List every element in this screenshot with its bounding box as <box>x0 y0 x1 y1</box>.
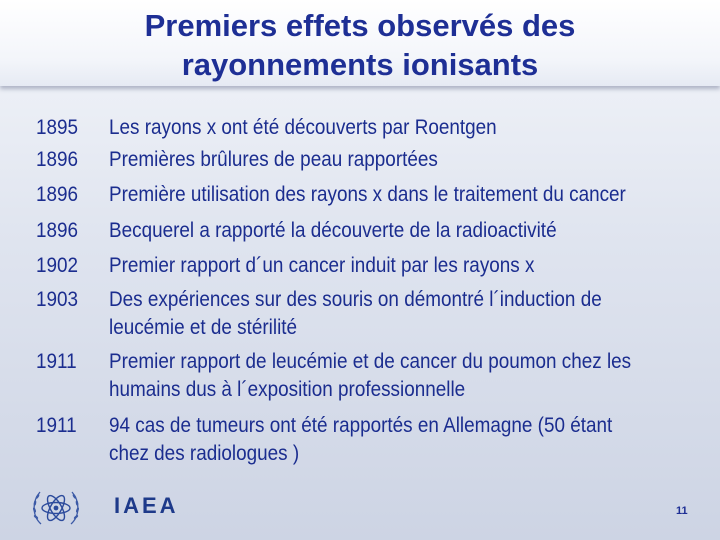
timeline-description-line: Première utilisation des rayons x dans le traitement du cancer <box>109 183 626 206</box>
iaea-logo <box>28 484 178 532</box>
timeline-description-line: Les rayons x ont été découverts par Roentgen <box>109 116 497 139</box>
timeline-description <box>109 286 667 342</box>
slide-title-line-2: rayonnements ionisants <box>181 47 539 82</box>
timeline-description <box>109 412 667 468</box>
timeline-year: 1896 <box>36 219 79 242</box>
timeline-year: 1896 <box>36 148 79 171</box>
timeline-description-line: Des expériences sur des souris on démontré l´induction de <box>109 288 602 311</box>
iaea-wordmark: IAEA <box>114 493 179 518</box>
timeline-description <box>109 217 667 245</box>
timeline-description-line: leucémie et de stérilité <box>109 316 298 339</box>
timeline-year: 1895 <box>36 116 79 139</box>
timeline-description <box>109 252 667 280</box>
page-number: 11 <box>676 505 688 517</box>
timeline-description-line: chez des radiologues ) <box>109 442 300 465</box>
timeline-description <box>109 181 667 209</box>
timeline-description-line: Premier rapport d´un cancer induit par les rayons x <box>109 254 535 277</box>
timeline-year: 1911 <box>36 350 77 373</box>
slide-title-line-1: Premiers effets observés des <box>144 8 576 43</box>
timeline-description <box>109 348 667 404</box>
timeline-description <box>109 114 667 142</box>
timeline-description-line: Becquerel a rapporté la découverte de la radioactivité <box>109 219 557 242</box>
timeline-description-line: humains dus à l´exposition professionnelle <box>109 378 466 401</box>
iaea-emblem-icon <box>28 484 84 532</box>
timeline-description-line: 94 cas de tumeurs ont été rapportés en Allemagne (50 étant <box>109 414 613 437</box>
timeline-description-line: Premières brûlures de peau rapportées <box>109 148 438 171</box>
timeline-description <box>109 146 667 174</box>
timeline-year: 1902 <box>36 254 79 277</box>
timeline-year: 1903 <box>36 288 79 311</box>
timeline-description-line: Premier rapport de leucémie et de cancer du poumon chez les <box>109 350 632 373</box>
timeline-year: 1896 <box>36 183 79 206</box>
timeline-year: 1911 <box>36 414 77 437</box>
